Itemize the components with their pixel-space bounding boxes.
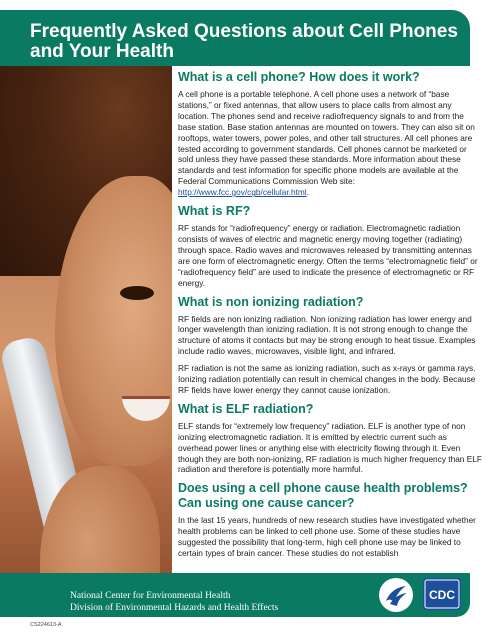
- faq-section-elf: [178, 402, 483, 476]
- footer-division-name: Division of Environmental Hazards and Health Effects: [70, 603, 279, 613]
- faq-answer: A cell phone is a portable telephone. A cell phone uses a network of “base stations,” or fixed antennas, that allow users to place calls from almost any location. The phones send and receive radiofrequency signals to and from the base station. Base station antennas are mounted on towers. They can also sit on rooftops, water towers, power poles, and other tall structures. All cell phones are tested according to government standards. Cell phones cannot be marketed or sold unless they have passed these standards. More information about these standards and test information for specific phone models are available at the Federal Communications Commission Web site: http://www.fcc.gov/cgb/cellular.html.: [178, 89, 475, 198]
- faq-section-non-ionizing: [178, 295, 483, 396]
- page-header: [0, 0, 495, 70]
- faq-content: [178, 70, 483, 570]
- faq-answer: ELF stands for “extremely low frequency” radiation. ELF is another type of non ionizing electromagnetic radiation. It is emitted by electric current such as overhead power lines or anything else with electricity flowing through it. Even though they are both non-ionizing, RF radiation is much higher frequency than ELF radiation and therefore is potentially more harmful.: [178, 420, 482, 475]
- woman-on-phone-photo: [0, 66, 172, 590]
- footer-center-name: National Center for Environmental Health: [70, 591, 231, 601]
- faq-answer: RF fields are non ionizing radiation. Non ionizing radiation has lower energy and longer wavelength than ionizing radiation. It is not strong enough to change the structure of atoms it contacts but may be strong enough to heat tissue. Examples include radio waves, microwaves, visible light, and infrared.: [178, 313, 476, 357]
- page-title: Frequently Asked Questions about Cell Phones and Your Health: [30, 21, 458, 62]
- photo-eye: [120, 286, 154, 300]
- faq-question: Does using a cell phone cause health problems? Can using one cause cancer?: [178, 481, 468, 511]
- faq-question: What is ELF radiation?: [178, 401, 314, 416]
- document-code: CS224613-A: [30, 622, 62, 628]
- hhs-eagle-logo-icon: [378, 577, 414, 613]
- cdc-logo-icon: [423, 578, 461, 610]
- faq-question: What is a cell phone? How does it work?: [178, 70, 420, 84]
- faq-answer: RF stands for “radiofrequency” energy or radiation. Electromagnetic radiation consists of waves of electric and magnetic energy moving together (radiating) through space. Radio waves and microwaves released by transmitting antennas are one form of electromagnetic energy. Often the terms “electromagnetic field” or “radiofrequency field” are used to indicate the presence of electromagnetic or RF energy.: [178, 223, 478, 288]
- faq-section-health: [178, 481, 483, 559]
- faq-section-cell-phone: [178, 70, 483, 198]
- faq-section-rf: [178, 204, 483, 288]
- faq-question: What is RF?: [178, 204, 251, 219]
- page-footer: [0, 573, 495, 623]
- fcc-link[interactable]: http://www.fcc.gov/cgb/cellular.html: [178, 187, 307, 198]
- faq-answer: In the last 15 years, hundreds of new research studies have investigated whether health problems can be linked to cell phone use. Some of these studies have suggested the possibility that long-term, high cell phone use may be linked to certain types of brain cancer. These studies do not establish: [178, 515, 476, 559]
- svg-text:CDC: CDC: [429, 588, 455, 602]
- faq-answer: RF radiation is not the same as ionizing radiation, such as x-rays or gamma rays. Ionizing radiation potentially can result in chemical changes in the body. Because RF fields have lower energy they cannot cause ionization.: [178, 363, 476, 395]
- faq-question: What is non ionizing radiation?: [178, 294, 364, 309]
